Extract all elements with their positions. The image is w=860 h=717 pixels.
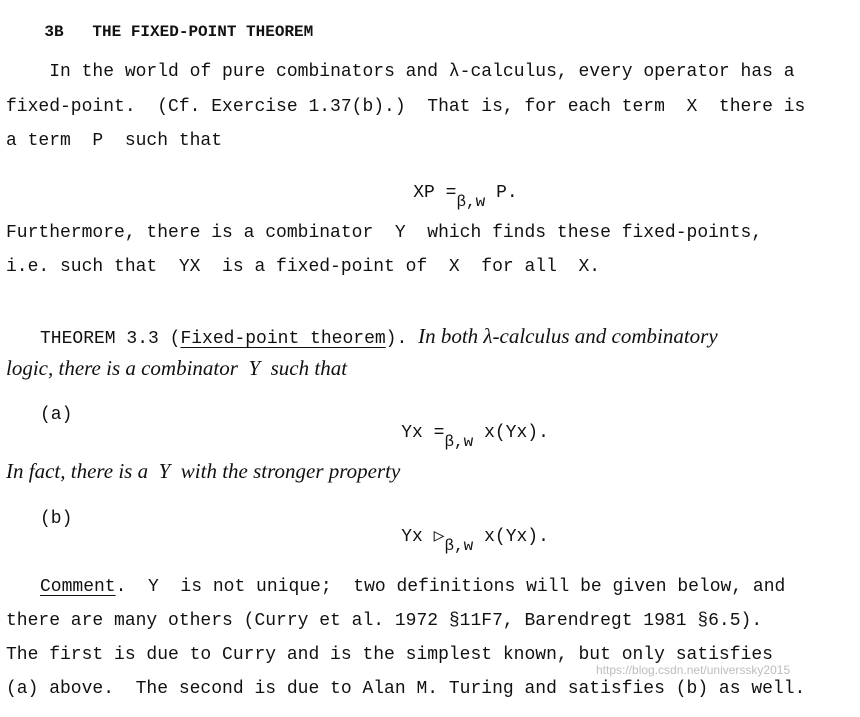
theorem-name: Fixed-point theorem: [180, 329, 386, 349]
theorem-statement-2: logic, there is a combinator Y such that: [6, 356, 348, 380]
item-a-equation: [358, 406, 549, 460]
theorem-statement-1: In both λ-calculus and combinatory: [418, 324, 718, 348]
item-b-label: (b): [40, 509, 73, 529]
watermark-url: https://blog.csdn.net/universsky2015: [596, 663, 791, 677]
comment-line-1: Comment. Y is not unique; two definitions will be given below, and: [40, 577, 786, 597]
intro-line-2: fixed-point. (Cf. Exercise 1.37(b).) That is, for each term X there is: [6, 97, 806, 117]
section-number: 3B: [44, 23, 64, 41]
comment-line-3: The first is due to Curry and is the simplest known, but only satisfies: [6, 645, 773, 665]
intro-line-3: a term P such that: [6, 131, 223, 151]
furthermore-line-2: i.e. such that YX is a fixed-point of X for all X.: [6, 257, 601, 277]
item-b-equation: [358, 510, 549, 564]
comment-line-2: there are many others (Curry et al. 1972 §11F7, Barendregt 1981 §6.5).: [6, 611, 763, 631]
item-b-rhs: x(Yx).: [484, 527, 549, 547]
item-a-lhs: Yx =: [401, 423, 445, 443]
equation-subscript: β,w: [456, 193, 486, 211]
fixed-point-equation: [370, 166, 518, 220]
furthermore-line-1: Furthermore, there is a combinator Y which finds these fixed-points,: [6, 223, 763, 243]
theorem-label-end: ).: [385, 329, 408, 349]
theorem-line-1: [40, 326, 718, 348]
intro-line-1: In the world of pure combinators and λ-calculus, every operator has a: [49, 62, 795, 82]
comment-label: Comment: [40, 577, 116, 597]
item-a-rhs: x(Yx).: [484, 423, 549, 443]
item-b-lhs: Yx ▷: [401, 527, 445, 547]
equation-rhs: P.: [496, 183, 518, 203]
theorem-label: THEOREM 3.3 (: [40, 329, 181, 349]
item-a-label: (a): [40, 405, 73, 425]
in-fact-line: In fact, there is a Y with the stronger property: [6, 459, 401, 483]
section-title: THE FIXED-POINT THEOREM: [92, 23, 314, 41]
section-heading: [6, 8, 313, 56]
item-b-subscript: β,w: [444, 537, 474, 555]
item-a-subscript: β,w: [444, 433, 474, 451]
comment-line-4: (a) above. The second is due to Alan M. Turing and satisfies (b) as well.: [6, 679, 806, 699]
equation-lhs: XP =: [413, 183, 457, 203]
